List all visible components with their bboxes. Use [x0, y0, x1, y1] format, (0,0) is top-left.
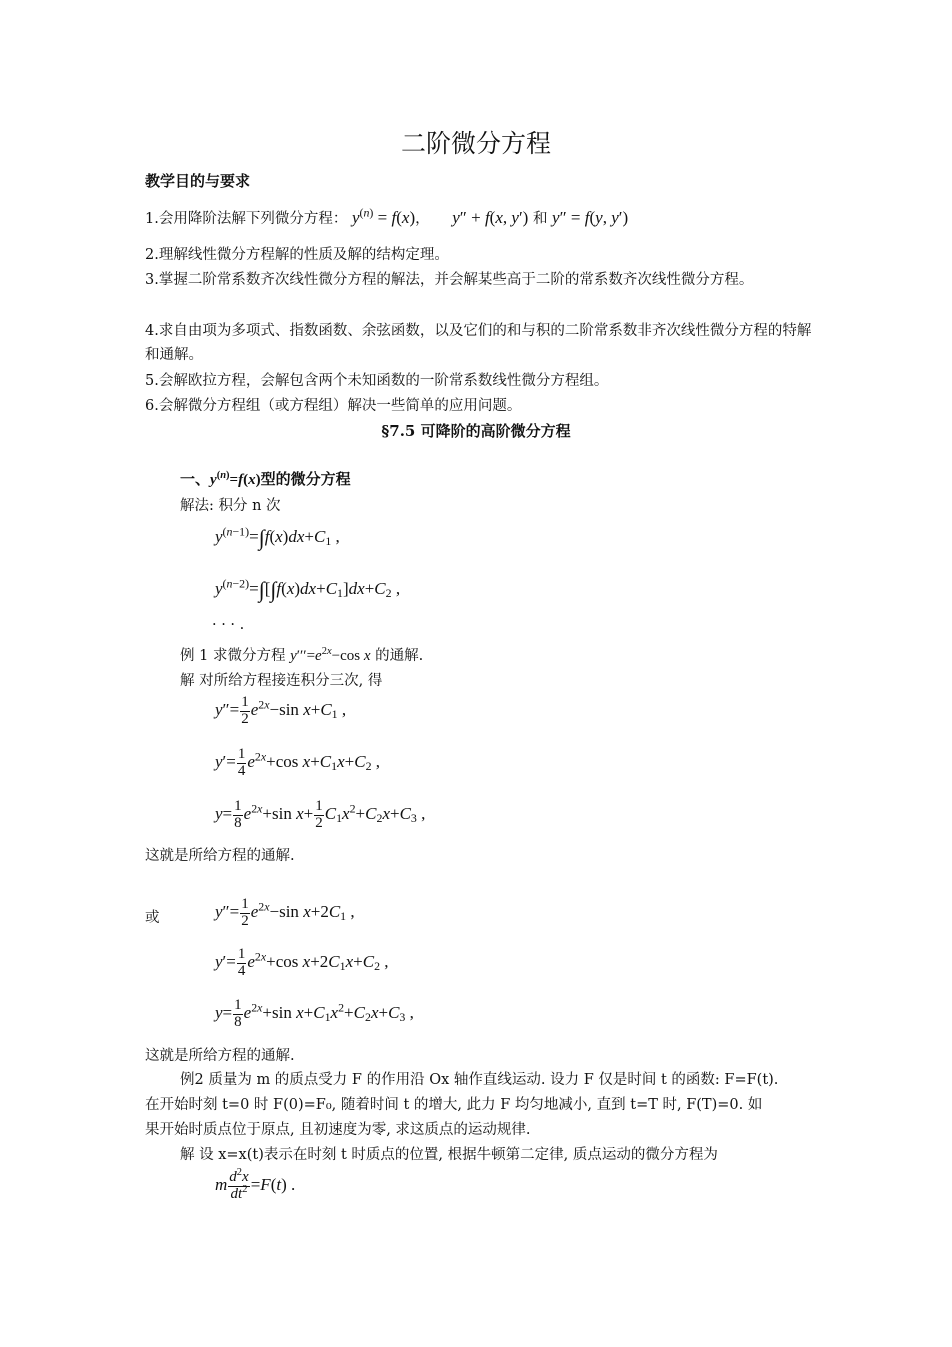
- subsection-suffix: 型的微分方程: [260, 470, 351, 488]
- subsection-prefix: 一、: [180, 470, 211, 488]
- example-2-line-1: 例2 质量为 m 的质点受力 F 的作用沿 Ox 轴作直线运动. 设力 F 仅是时间 t 的函数: F=F(t).: [180, 1072, 779, 1088]
- subsection-equation: $y^{(n)}=f(x)$: [210, 470, 261, 488]
- sol1-eq-1: y″= $\frac{1}{2}$ $e^{2x}-\sin$ $x+C_1$ ,: [215, 694, 347, 727]
- goal-item-1: [145, 207, 628, 228]
- example-1-prefix: 例 1 求微分方程: [180, 648, 286, 664]
- goal-item-1-and: 和: [532, 211, 548, 227]
- solution-1: 解 对所给方程接连积分三次, 得: [180, 673, 383, 689]
- or-label: 或: [145, 910, 160, 926]
- alt-eq-1: y″= $\frac{1}{2}$ $e^{2x}-\sin$ $x+2C_1$ ,: [215, 896, 355, 929]
- equation-y2-fyy1: y″ = f(y, y′): [552, 208, 629, 227]
- goals-heading: 教学目的与要求: [145, 172, 251, 190]
- example-1-equation: $y'''=e^{2x}-\cos$ x: [290, 646, 371, 664]
- integral-eq-2: $y^{(n-2)}=\int[\int f(x)dx+C_1]dx+C_2$ ,: [215, 576, 401, 602]
- example-2-line-3: 果开始时质点位于原点, 且初速度为零, 求这质点的运动规律.: [145, 1122, 531, 1138]
- goal-item-4: 4.求自由项为多项式、指数函数、余弦函数，以及它们的和与积的二阶常系数非齐次线性微分方程的特解和通解。: [145, 323, 812, 363]
- goal-item-6: 6.会解微分方程组（或方程组）解决一些简单的应用问题。: [145, 398, 522, 414]
- newton-equation: m $\frac{d^2x}{dt^2}$ =F(t) .: [215, 1167, 296, 1202]
- equation-y2-fxy1: y″ + f(x, y′): [452, 208, 529, 227]
- goal-item-5: 5.会解欧拉方程，会解包含两个未知函数的一阶常系数线性微分方程组。: [145, 373, 609, 389]
- goal-item-1-sep: ，: [415, 211, 430, 227]
- solution-2: 解 设 x=x(t)表示在时刻 t 时质点的位置, 根据牛顿第二定律, 质点运动的微分方程为: [180, 1147, 718, 1163]
- goal-item-3: 3.掌握二阶常系数齐次线性微分方程的解法，并会解某些高于二阶的常系数齐次线性微分方程。: [145, 272, 754, 288]
- sol1-eq-3: y= $\frac{1}{8}$ $e^{2x}+\sin$ x+ $\frac{1}{2}$ $C_1x^2+C_2x+C_3$ ,: [215, 798, 426, 831]
- conclusion-2: 这就是所给方程的通解.: [145, 1048, 295, 1064]
- example-1-suffix: 的通解.: [375, 648, 424, 664]
- example-2-line-2: 在开始时刻 t=0 时 F(0)=F₀, 随着时间 t 的增大, 此力 F 均匀地减小, 直到 t=T 时, F(T)=0. 如: [145, 1097, 763, 1113]
- conclusion-1: 这就是所给方程的通解.: [145, 848, 295, 864]
- goal-item-1-text: 1.会用降阶法解下列微分方程：: [145, 211, 348, 227]
- page-title: 二阶微分方程: [400, 129, 551, 158]
- method-text: 解法: 积分 n 次: [180, 498, 281, 514]
- integral-eq-1: $y^{(n-1)}=\int f(x)dx+C_1$ ,: [215, 524, 340, 550]
- alt-eq-2: y′= $\frac{1}{4}$ $e^{2x}+\cos$ $x+2C_1x+C_2$ ,: [215, 946, 389, 979]
- ellipsis: · · · .: [212, 617, 245, 633]
- subsection-title: [180, 468, 351, 489]
- goal-item-2: 2.理解线性微分方程解的性质及解的结构定理。: [145, 247, 449, 263]
- equation-yn: $y^{(n)} = f(x)$: [351, 205, 416, 227]
- alt-eq-3: y= $\frac{1}{8}$ $e^{2x}+\sin$ $x+C_1x^2+C_2x+C_3$ ,: [215, 997, 414, 1030]
- example-1: [180, 644, 423, 665]
- sol1-eq-2: y′= $\frac{1}{4}$ $e^{2x}+\cos$ $x+C_1x+C_2$ ,: [215, 746, 381, 779]
- section-title: §7.5 可降阶的高阶微分方程: [381, 422, 571, 440]
